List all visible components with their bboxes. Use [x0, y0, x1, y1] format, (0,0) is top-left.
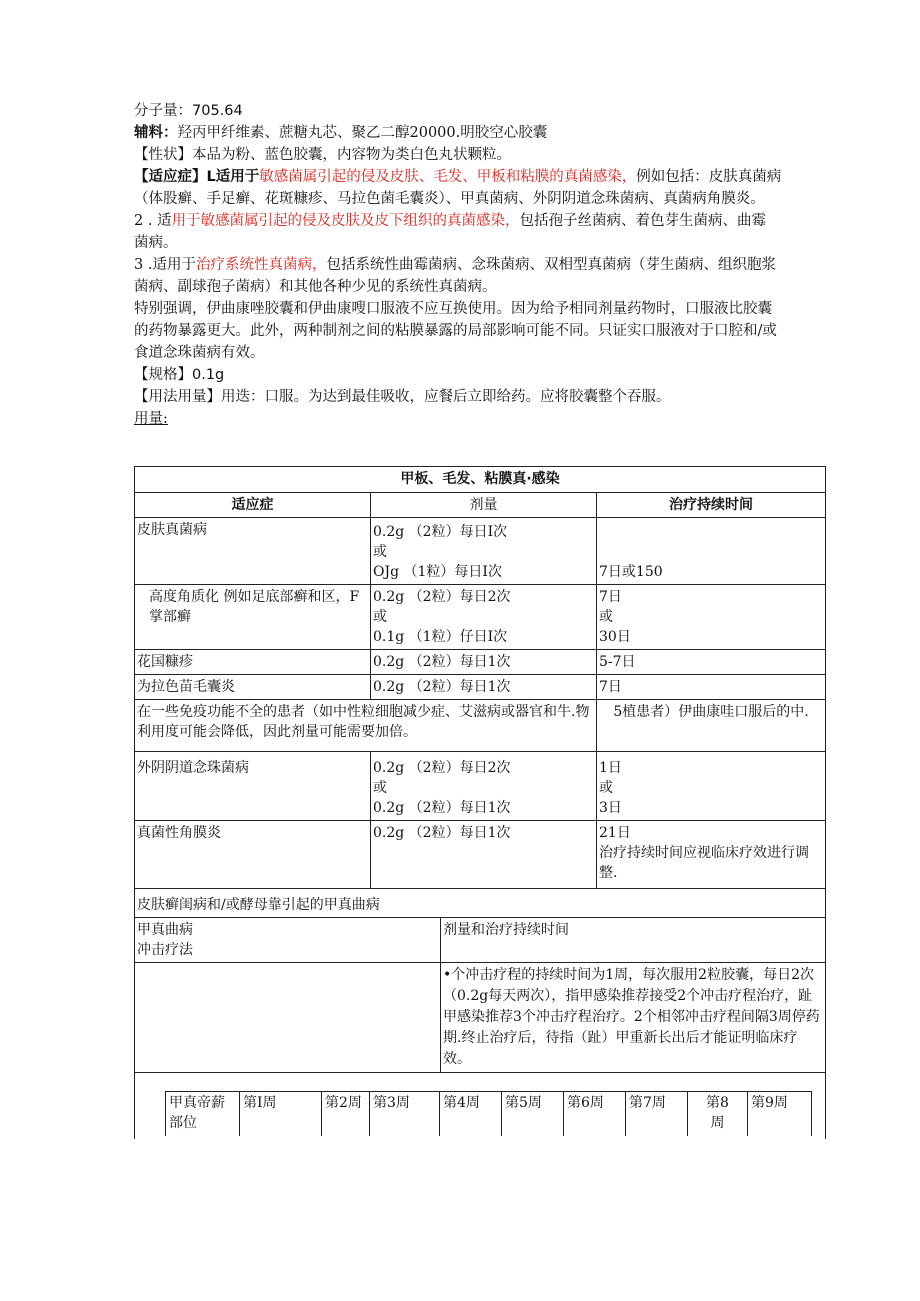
- table-row: [135, 675, 826, 700]
- week-header: 第5周: [502, 1092, 564, 1136]
- indication-cell: 皮肤真菌病: [135, 518, 371, 585]
- duration-cell: [597, 752, 826, 821]
- indication-1-rest: 例如包括：皮肤真菌病: [636, 169, 782, 185]
- duration-cell: [597, 518, 826, 585]
- onycho-left-line: 冲击疗法: [137, 942, 193, 958]
- pulse-text: •个冲击疗程的持续时间为1周，每次服用2粒胶囊，每日2次（0.2g每天两次），指甲感染推荐接受2个冲击疗程治疗，趾甲感染推荐3个冲击疗程治疗。2个相邻冲击疗程间隔3周停药期.终止治疗后，待指（趾）甲重新长出后才能证明临床疗效。: [441, 963, 826, 1073]
- col-header-indication: 适应症: [135, 493, 371, 518]
- specification: [134, 364, 828, 386]
- note-line-3: 食道念珠菌病有效。: [134, 345, 265, 361]
- excipient-label: 辅料：: [134, 125, 178, 141]
- dose-line: 或: [373, 544, 387, 560]
- spec-label: 【规格】: [134, 367, 192, 383]
- indication-3-rest: 包括系统性曲霉菌病、念珠菌病、双相型真菌病（芽生菌病、组织胞浆: [326, 257, 776, 273]
- duration-line: 7日: [599, 589, 622, 605]
- table-row: [135, 821, 826, 889]
- onycho-right: 剂量和治疗持续时间: [441, 918, 826, 963]
- pulse-empty: [135, 963, 441, 1073]
- col-header-dose: 剂量: [371, 493, 597, 518]
- dose-cell: 0.2g （2粒）每日1次: [371, 821, 597, 889]
- spec-value: 0.1g: [192, 367, 225, 383]
- week-header-site: 甲真帝薪部位: [166, 1092, 240, 1136]
- note-line-1: 特别强调，伊曲康唑胶囊和伊曲康嗖口服液不应互换使用。因为给予相同剂量药物时，口服液比胶囊: [134, 301, 772, 317]
- table-row: [135, 1073, 826, 1140]
- week-header: 第8周: [688, 1092, 748, 1136]
- duration-line: 治疗持续时间应视临床疗效进行调整.: [599, 845, 809, 881]
- indication-3: [134, 254, 828, 276]
- indication-2-highlight: 用于敏感菌属引起的侵及皮肤及皮下组织的真菌感染，: [171, 213, 520, 229]
- table-row: [135, 918, 826, 963]
- indication-2: [134, 210, 828, 232]
- immuno-note-right: 5植患者）伊曲康哇口服后的中.: [597, 700, 826, 752]
- week-table: [165, 1091, 812, 1136]
- dose-cell: 0.2g （2粒）每日1次: [371, 650, 597, 675]
- onycho-left-line: 甲真曲病: [137, 922, 193, 938]
- dose-cell: 0.2g （2粒）每日1次: [371, 675, 597, 700]
- table-row: [135, 889, 826, 918]
- duration-line: 或: [599, 780, 613, 796]
- indication-cell: 真菌性角膜炎: [135, 821, 371, 889]
- week-header: 第2周: [322, 1092, 370, 1136]
- duration-line: 或: [599, 609, 613, 625]
- duration-cell: [597, 585, 826, 650]
- usage: 【用法用量】用迭：口服。为达到最佳吸收，应餐后立即给药。应将胶囊整个吞服。: [134, 389, 671, 405]
- duration-line: 21日: [599, 825, 631, 841]
- mw-label: 分子量：: [134, 103, 192, 119]
- dosage-heading: 用量:: [134, 411, 168, 427]
- week-header: 第6周: [564, 1092, 626, 1136]
- dose-line: 或: [373, 609, 387, 625]
- indication-2-rest: 包括孢子丝菌病、着色芽生菌病、曲霉: [519, 213, 767, 229]
- table-row: [135, 650, 826, 675]
- dose-line: 0.2g （2粒）每日1次: [373, 800, 511, 816]
- dose-line: OJg （1粒）每日I次: [373, 564, 502, 580]
- dose-cell: [371, 585, 597, 650]
- dose-line: 0.2g （2粒）每日I次: [373, 524, 508, 540]
- indication-3-prefix: 3 .适用于: [134, 257, 196, 273]
- week-table-container: [135, 1073, 826, 1140]
- note-line-2: 的药物暴露更大。此外，两种制剂之间的粘膜暴露的局部影响可能不同。只证实口服液对于口腔和/或: [134, 323, 777, 339]
- appearance: 【性状】本品为粉、蓝色胶囊，内容物为类白色丸状颗粒。: [134, 147, 511, 163]
- col-header-duration: 治疗持续时间: [597, 493, 826, 518]
- dose-line: 或: [373, 780, 387, 796]
- duration-cell: 5-7日: [597, 650, 826, 675]
- indication-1-line2: （体股癣、手足癣、花斑糠疹、马拉色菌毛囊炎）、甲真菌病、外阴阴道念珠菌病、真菌病角膜炎。: [134, 191, 765, 207]
- duration-line: 7日或150: [599, 564, 663, 580]
- week-header: 第9周: [748, 1092, 812, 1136]
- onycho-left: [135, 918, 441, 963]
- table-title: 甲板、毛发、粘膜真·感染: [135, 467, 826, 493]
- dose-line: 0.1g （1粒）仔日I次: [373, 629, 508, 645]
- table-row: [135, 585, 826, 650]
- indication-3-line2: 菌病、副球孢子菌病）和其他各种少见的系统性真菌病。: [134, 279, 497, 295]
- duration-cell: [597, 821, 826, 889]
- indication-cell: 花国糠疹: [135, 650, 371, 675]
- dose-cell: [371, 752, 597, 821]
- table-row: [135, 700, 826, 752]
- indication-cell: 高度角质化 例如足底部癣和区，F掌部癣: [135, 585, 371, 650]
- molecular-weight: [134, 100, 828, 122]
- immuno-note: 在一些免疫功能不全的患者（如中性粒细胞减少症、艾滋病或器官和牛.物利用度可能会降低，因此剂量可能需要加倍。: [135, 700, 597, 752]
- dose-line: 0.2g （2粒）每日2次: [373, 589, 511, 605]
- week-header: 第3周: [370, 1092, 440, 1136]
- table-row: [135, 518, 826, 585]
- duration-cell: 7日: [597, 675, 826, 700]
- mw-value: 705.64: [192, 103, 243, 119]
- indication-1-highlight: 敏感菌属引起的侵及皮肤、毛发、甲板和粘膜的真菌感染，: [259, 169, 637, 185]
- duration-line: 1日: [599, 760, 622, 776]
- onycho-title: 皮肤癣闺病和/或酵母靠引起的甲真曲病: [135, 889, 826, 918]
- indication-1: [134, 166, 828, 188]
- indication-2-prefix: 2 . 适: [134, 213, 172, 229]
- dose-cell: [371, 518, 597, 585]
- excipient-text: 羟丙甲纤维素、蔗糖丸芯、聚乙二醇20000.明胶空心胶囊: [177, 125, 548, 141]
- indication-cell: 外阴阴道念珠菌病: [135, 752, 371, 821]
- week-header: 第4周: [440, 1092, 502, 1136]
- week-header: 第I周: [240, 1092, 322, 1136]
- duration-line: 30日: [599, 629, 631, 645]
- indication-2-line2: 菌病。: [134, 235, 178, 251]
- duration-line: 3日: [599, 800, 622, 816]
- document-body: [134, 100, 828, 430]
- excipients: [134, 122, 828, 144]
- dosage-table: [134, 466, 826, 1139]
- week-header: 第7周: [626, 1092, 688, 1136]
- indication-cell: 为拉色苗毛囊炎: [135, 675, 371, 700]
- indication-3-highlight: 治疗系统性真菌病，: [195, 257, 327, 273]
- table-row: [135, 752, 826, 821]
- table-row: [135, 963, 826, 1073]
- indication-label: 【适应症】L适用于: [134, 169, 260, 185]
- dose-line: 0.2g （2粒）每日2次: [373, 760, 511, 776]
